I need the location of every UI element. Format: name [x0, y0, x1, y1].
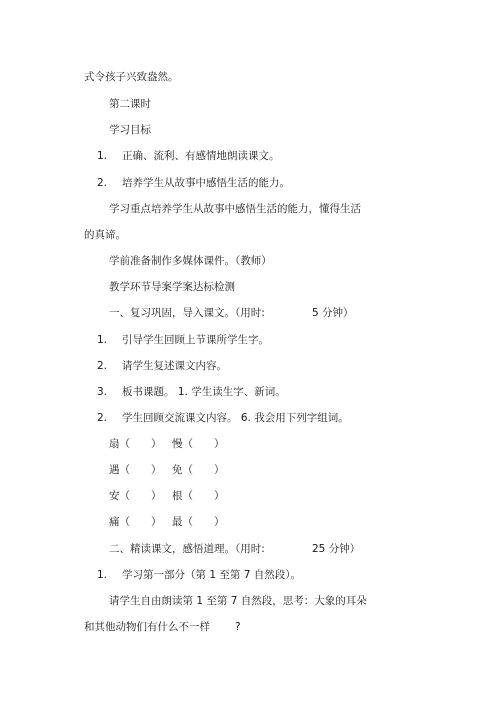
list-item: 培养学生从故事中感悟生活的能力。	[122, 177, 290, 189]
section-heading: 一、复习巩固，导入课文。（用时:	[109, 307, 265, 319]
section-heading: 二、精读课文，感悟道理。（用时:	[109, 543, 265, 555]
paragraph-text: 和其他动物们有什么不一样	[84, 621, 210, 633]
word-blank: 根（ ）	[172, 490, 225, 502]
list-number: 2.	[97, 360, 108, 372]
question-mark: ?	[235, 621, 241, 633]
paragraph-text: 请学生自由朗读第 1 至第 7 自然段，思考：大象的耳朵	[109, 595, 367, 607]
paragraph-text: 学前准备制作多媒体课件。（教师）	[109, 255, 272, 267]
list-number: 2.	[97, 177, 108, 189]
paragraph-text: 的真谛。	[84, 229, 126, 241]
word-blank: 免（ ）	[172, 464, 225, 476]
list-number: 2.	[97, 412, 108, 424]
list-number: 1.	[97, 334, 108, 346]
section-heading: 学习目标	[109, 124, 151, 136]
paragraph-text: 学习重点培养学生从故事中感悟生活的能力，懂得生活	[109, 203, 361, 215]
list-item: 学生回顾交流课文内容。 6. 我会用下列字组词。	[122, 412, 349, 424]
word-blank: 最（ ）	[172, 516, 225, 528]
list-item: 引导学生回顾上节课所学生字。	[122, 334, 269, 346]
list-number: 1.	[97, 569, 108, 581]
word-blank: 扇（ ）	[109, 438, 162, 450]
list-item: 请学生复述课文内容。	[122, 360, 227, 372]
word-blank: 慢（ ）	[172, 438, 225, 450]
list-number: 3.	[97, 386, 108, 398]
word-blank: 安（ ）	[109, 490, 162, 502]
paragraph-text: 教学环节导案学案达标检测	[109, 281, 235, 293]
word-blank: 遇（ ）	[109, 464, 162, 476]
time-value: 5 分钟）	[312, 307, 354, 319]
list-item: 正确、流利、有感情地朗读课文。	[122, 150, 280, 162]
list-item: 板书课题。 1. 学生读生字、新词。	[122, 386, 286, 398]
list-item: 学习第一部分（第 1 至第 7 自然段）。	[122, 569, 301, 581]
time-value: 25 分钟）	[312, 543, 361, 555]
paragraph-text: 式令孩子兴致盎然。	[84, 71, 179, 83]
lesson-heading: 第二课时	[109, 98, 151, 110]
word-blank: 痛（ ）	[109, 516, 162, 528]
list-number: 1.	[97, 150, 108, 162]
